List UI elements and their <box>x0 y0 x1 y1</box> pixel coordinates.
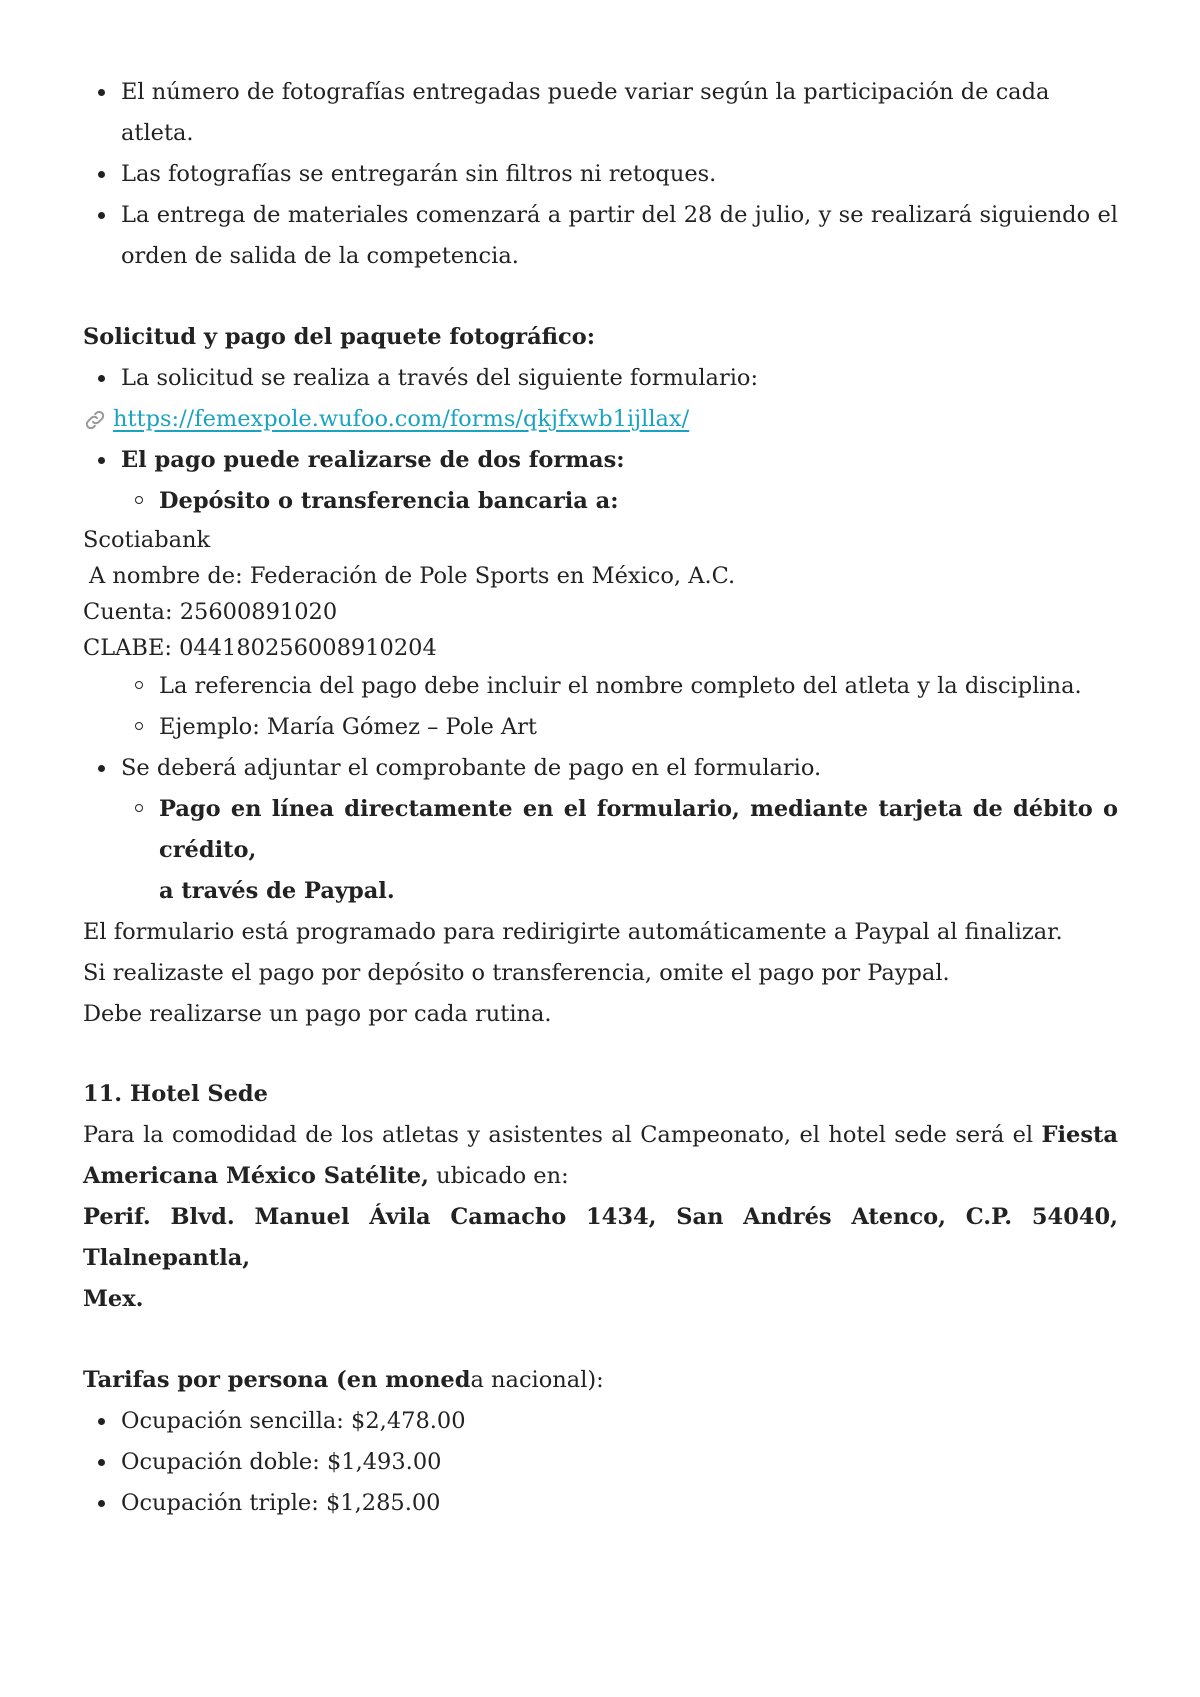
rate-item: Ocupación triple: $1,285.00 <box>83 1483 1118 1524</box>
sub-list-item-continuation: a través de Paypal. <box>159 878 395 904</box>
rates-heading-bold: Tarifas por persona (en moned <box>83 1367 471 1393</box>
paragraph: El formulario está programado para redirigirte automáticamente a Paypal al finalizar. <box>83 919 1063 945</box>
hotel-intro-line <box>83 1156 1118 1197</box>
paragraph: Si realizaste el pago por depósito o transferencia, omite el pago por Paypal. <box>83 960 950 986</box>
clabe-number: CLABE: 044180256008910204 <box>83 635 437 661</box>
paragraph: Debe realizarse un pago por cada rutina. <box>83 1001 552 1027</box>
sub-list-item: Ejemplo: María Gómez – Pole Art <box>83 707 1118 748</box>
bank-name: Scotiabank <box>83 527 211 553</box>
rate-item: Ocupación doble: $1,493.00 <box>83 1442 1118 1483</box>
form-link-row <box>83 399 1118 440</box>
hotel-name-part: Americana México Satélite, <box>83 1163 429 1189</box>
list-item: La solicitud se realiza a través del siguiente formulario: <box>83 358 1118 399</box>
section-heading-hotel: 11. Hotel Sede <box>83 1081 268 1107</box>
sub-list-item-deposit: Depósito o transferencia bancaria a: <box>83 481 1118 522</box>
sub-list-item: La referencia del pago debe incluir el nombre completo del atleta y la disciplina. <box>83 666 1118 707</box>
list-item-continuation: orden de salida de la competencia. <box>121 243 519 269</box>
hotel-intro-text: ubicado en: <box>436 1163 569 1189</box>
hotel-intro-line <box>83 1115 1118 1156</box>
hotel-address-continuation: Mex. <box>83 1286 144 1312</box>
form-url-link[interactable]: https://femexpole.wufoo.com/forms/qkjfxwb1ijllax/ <box>113 406 690 432</box>
hotel-address: Perif. Blvd. Manuel Ávila Camacho 1434, San Andrés Atenco, C.P. 54040, Tlalnepantla, <box>83 1204 1118 1271</box>
sub-list-item-online-payment: Pago en línea directamente en el formulario, mediante tarjeta de débito o crédito, <box>83 789 1118 871</box>
account-number: Cuenta: 25600891020 <box>83 599 338 625</box>
list-item-payment-methods: El pago puede realizarse de dos formas: <box>83 440 1118 481</box>
account-holder: A nombre de: Federación de Pole Sports en México, A.C. <box>89 563 736 589</box>
rates-heading <box>83 1360 1118 1401</box>
section-heading-request: Solicitud y pago del paquete fotográfico: <box>83 324 596 350</box>
hotel-intro-text: Para la comodidad de los atletas y asistentes al Campeonato, el hotel sede será el <box>83 1122 1034 1148</box>
hotel-name-part: Fiesta <box>1041 1122 1118 1148</box>
rates-heading-rest: a nacional): <box>470 1367 604 1393</box>
link-icon <box>83 408 107 432</box>
list-item: Las fotografías se entregarán sin filtros ni retoques. <box>83 154 1118 195</box>
rate-item: Ocupación sencilla: $2,478.00 <box>83 1401 1118 1442</box>
list-item: El número de fotografías entregadas puede variar según la participación de cada atleta. <box>83 72 1118 154</box>
list-item: Se deberá adjuntar el comprobante de pago en el formulario. <box>83 748 1118 789</box>
list-item: La entrega de materiales comenzará a partir del 28 de julio, y se realizará siguiendo el <box>83 195 1118 236</box>
